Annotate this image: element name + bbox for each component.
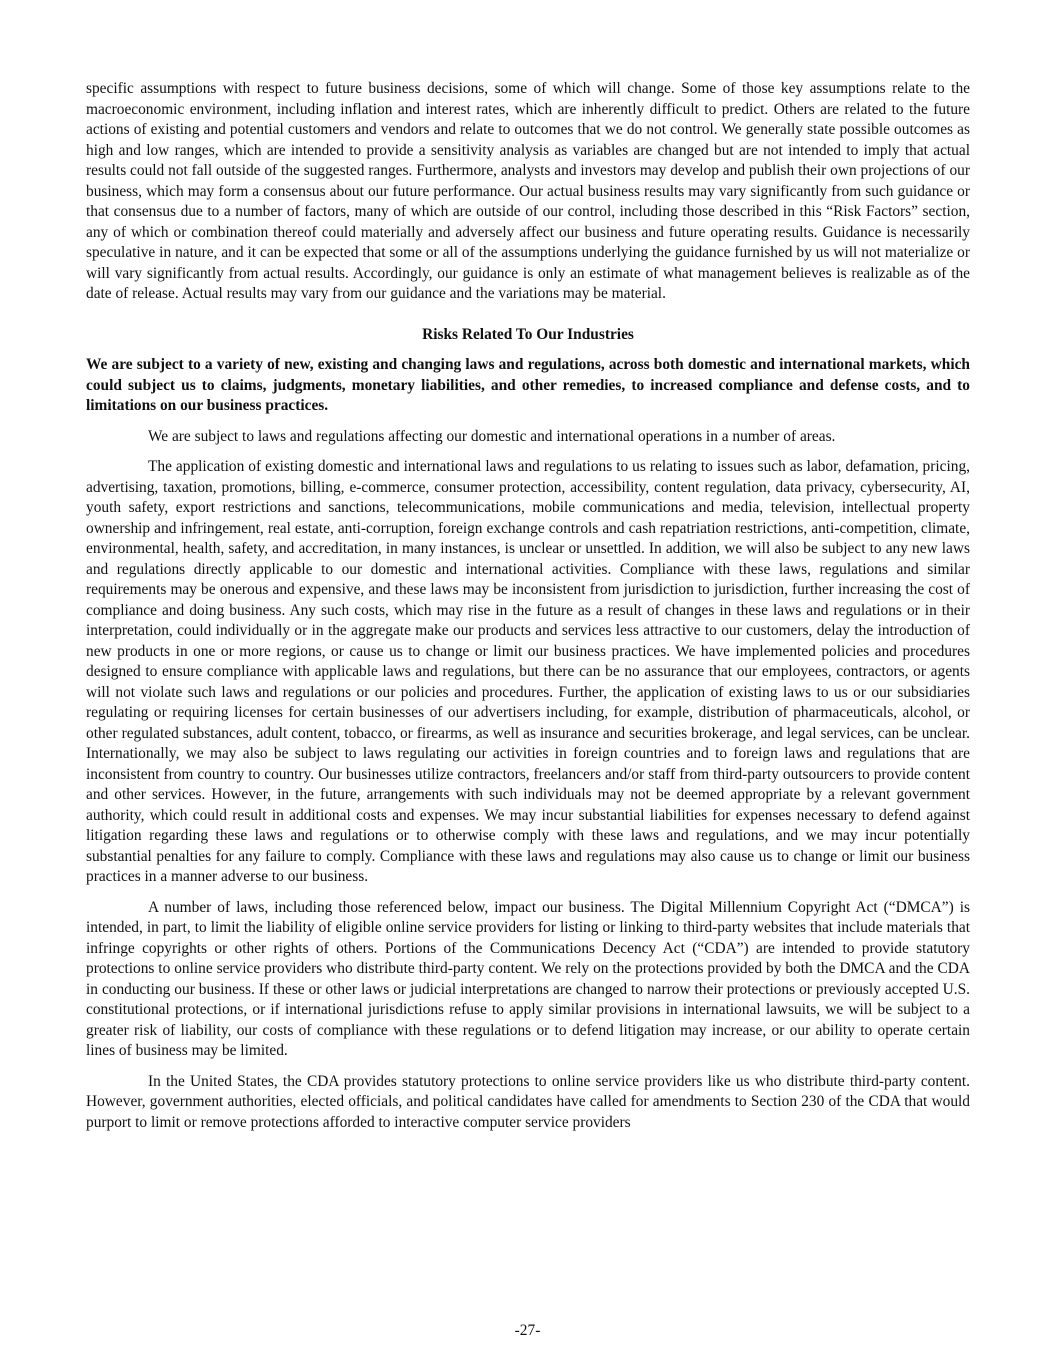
intro-paragraph: specific assumptions with respect to future business decisions, some of which will change. Some of those key assumptions relate to the macroeconomic environment, including inflation and interest rates, which are inherently difficult to predict. Others are related to the future actions of existing and potential customers and vendors and relate to outcomes that we do not control. We generally state possible outcomes as high and low ranges, which are intended to provide a sensitivity analysis as variables are changed but are not intended to imply that actual results could not fall outside of the suggested ranges. Furthermore, analysts and investors may develop and publish their own projections of our business, which may form a consensus about our future performance. Our actual business results may vary significantly from such guidance or that consensus due to a number of factors, many of which are outside of our control, including those described in this “Risk Factors” section, any of which or combination thereof could materially and adversely affect our business and future operating results. Guidance is necessarily speculative in nature, and it can be expected that some or all of the assumptions underlying the guidance furnished by us will not materialize or will vary significantly from actual results. Accordingly, our guidance is only an estimate of what management believes is realizable as of the date of release. Actual results may vary from our guidance and the variations may be material. bbox=[86, 80, 970, 302]
section-heading: Risks Related To Our Industries bbox=[422, 325, 634, 343]
body-paragraph-1: We are subject to laws and regulations affecting our domestic and international operations in a number of areas. bbox=[148, 427, 836, 445]
body-paragraph-3: A number of laws, including those referenced below, impact our business. The Digital Millennium Copyright Act (“DMCA”) is intended, in part, to limit the liability of eligible online service providers for listing or linking to third-party websites that include materials that infringe copyrights or other rights of others. Portions of the Communications Decency Act (“CDA”) are intended to provide statutory protections to online service providers who distribute third-party content. We rely on the protections provided by both the DMCA and the CDA in conducting our business. If these or other laws or judicial interpretations are changed to narrow their protections or previously accepted U.S. constitutional protections, or if international jurisdictions refuse to apply similar provisions in international lawsuits, we will be subject to a greater risk of liability, our costs of compliance with these regulations or to defend litigation may increase, or our ability to operate certain lines of business may be limited. bbox=[86, 898, 970, 1059]
body-paragraph-4: In the United States, the CDA provides statutory protections to online service providers like us who distribute third-party content. However, government authorities, elected officials, and political candidates have called for amendments to Section 230 of the CDA that would purport to limit or remove protections afforded to interactive computer service providers bbox=[86, 1072, 970, 1131]
risk-factor-heading: We are subject to a variety of new, existing and changing laws and regulations, across both domestic and international markets, which could subject us to claims, judgments, monetary liabilities, and other remedies, to increased compliance and defense costs, and to limitations on our business practices. bbox=[86, 356, 970, 414]
page-number: -27- bbox=[514, 1322, 541, 1339]
body-paragraph-2: The application of existing domestic and international laws and regulations to us relating to issues such as labor, defamation, pricing, advertising, taxation, promotions, billing, e-commerce, consumer protection, accessibility, content regulation, data privacy, cybersecurity, AI, youth safety, export restrictions and sanctions, telecommunications, mobile communications and media, television, intellectual property ownership and infringement, real estate, anti-corruption, foreign exchange controls and cash repatriation restrictions, anti-competition, climate, environmental, health, safety, and accreditation, in many instances, is unclear or unsettled. In addition, we will also be subject to any new laws and regulations directly applicable to our domestic and international activities. Compliance with these laws, regulations and similar requirements may be onerous and expensive, and these laws may be inconsistent from jurisdiction to jurisdiction, further increasing the cost of compliance and doing business. Any such costs, which may rise in the future as a result of changes in these laws and regulations or in their interpretation, could individually or in the aggregate make our products and services less attractive to our customers, delay the introduction of new products in one or more regions, or cause us to change or limit our business practices. We have implemented policies and procedures designed to ensure compliance with applicable laws and regulations, but there can be no assurance that our employees, contractors, or agents will not violate such laws and regulations or our policies and procedures. Further, the application of existing laws to us or our subsidiaries regulating or requiring licenses for certain businesses of our advertisers including, for example, distribution of pharmaceuticals, alcohol, or other regulated substances, adult content, tobacco, or firearms, as well as insurance and securities brokerage, and legal services, can be unclear. Internationally, we may also be subject to laws regulating our activities in foreign countries and to foreign laws and regulations that are inconsistent from country to country. Our businesses utilize contractors, freelancers and/or staff from third-party outsourcers to provide content and other services. However, in the future, arrangements with such individuals may not be deemed appropriate by a relevant government authority, which could result in additional costs and expenses. We may incur substantial liabilities for expenses necessary to defend against litigation regarding these laws and regulations or to otherwise comply with these laws and regulations, and we may incur potentially substantial penalties for any failure to comply. Compliance with these laws and regulations may also cause us to change or limit our business practices in a manner adverse to our business. bbox=[86, 458, 970, 885]
document-page bbox=[86, 79, 970, 1143]
